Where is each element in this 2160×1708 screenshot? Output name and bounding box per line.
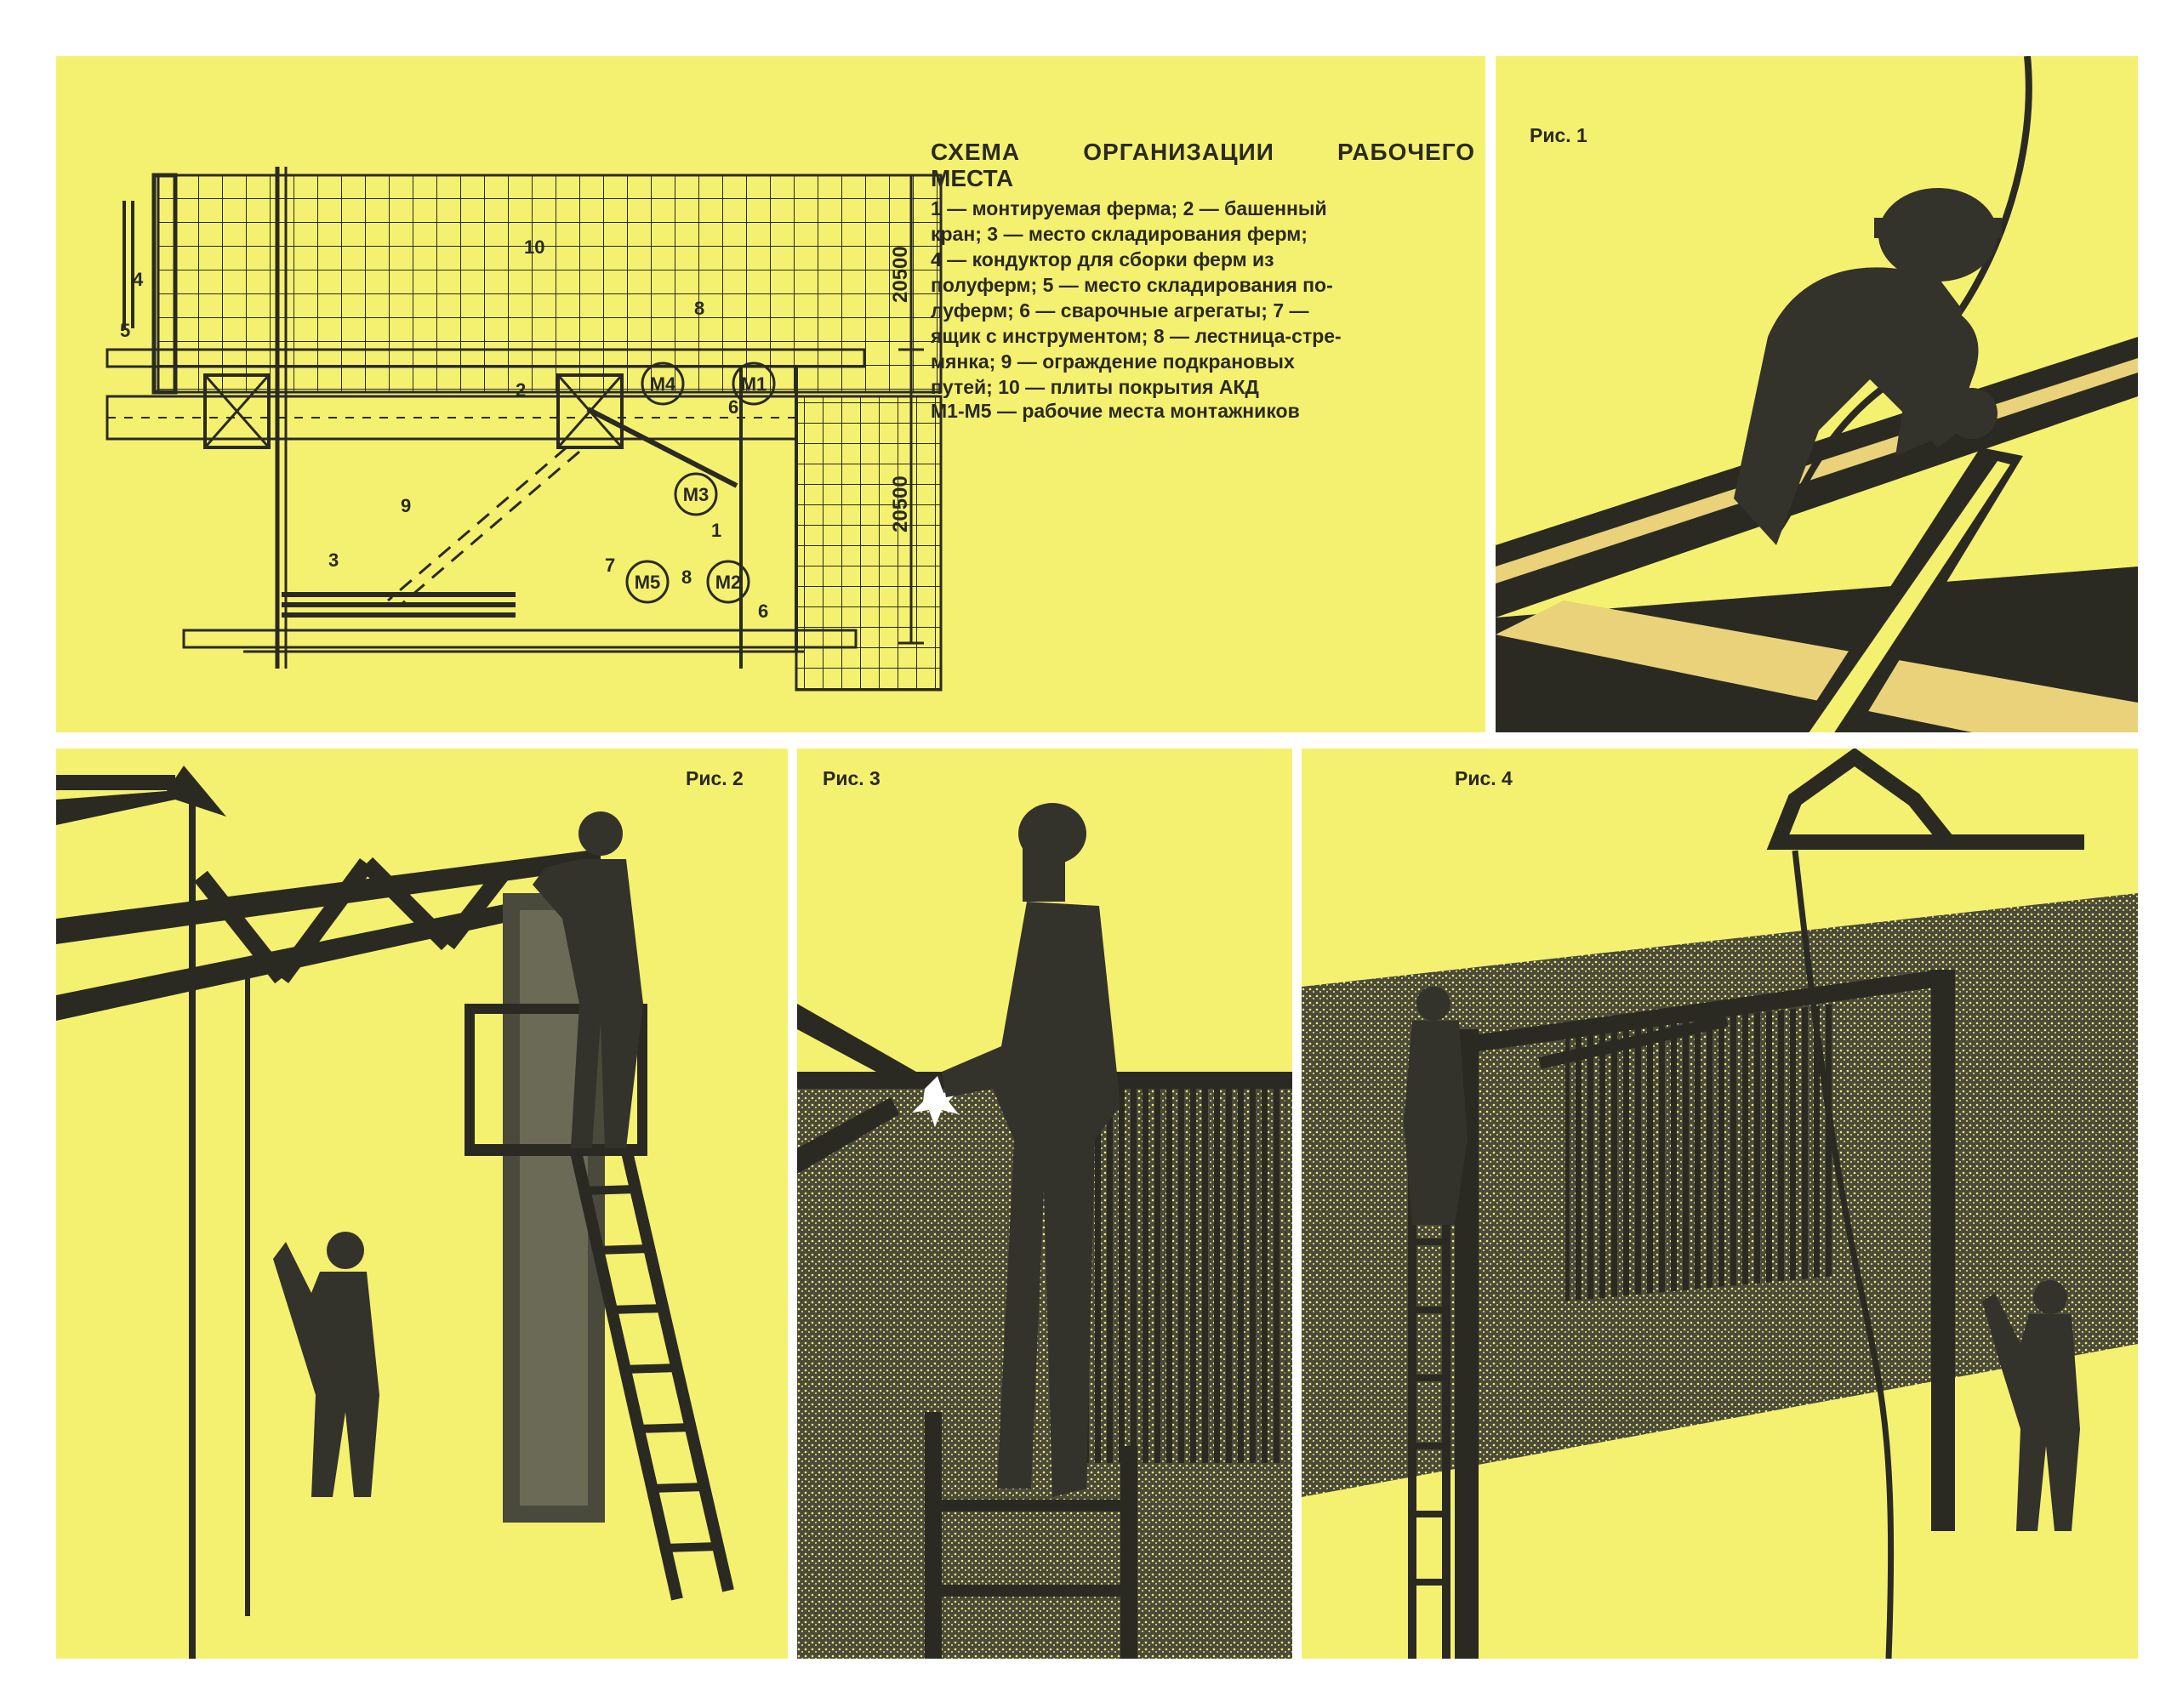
- svg-text:М3: М3: [682, 484, 710, 505]
- label-7: 7: [605, 555, 616, 576]
- figure-1-label: Рис. 1: [1530, 124, 1587, 146]
- site-plan-panel: [56, 56, 1485, 732]
- svg-text:М1: М1: [740, 373, 767, 395]
- dimension-bottom: 20500: [889, 475, 912, 532]
- figure-1-illustration: [1496, 56, 2138, 732]
- figure-4-illustration: [1302, 749, 2138, 1659]
- figure-1-panel: [1496, 56, 2138, 732]
- wall-panel-stripes: [1078, 1089, 1286, 1463]
- legend-title-continued: МЕСТА: [931, 165, 1014, 191]
- legend-workplaces: М1-М5 — рабочие места монтажников: [931, 400, 1300, 422]
- label-8b: 8: [681, 566, 692, 588]
- legend-title: СХЕМА ОРГАНИЗАЦИИ РАБОЧЕГО: [931, 139, 1475, 165]
- worker-on-ladder: [1404, 987, 1468, 1225]
- workplace-m3: [675, 474, 716, 515]
- svg-text:М4: М4: [649, 373, 676, 395]
- dimension-top: 20500: [889, 246, 912, 303]
- figure-4-label: Рис. 4: [1455, 767, 1513, 789]
- legend-line: кран; 3 — место складирования ферм;: [931, 223, 1308, 245]
- legend-line: мянка; 9 — ограждение подкрановых: [931, 350, 1295, 373]
- worker-on-ground: [273, 1232, 379, 1497]
- legend-line: 4 — кондуктор для сборки ферм из: [931, 248, 1274, 270]
- figure-3-label: Рис. 3: [823, 767, 881, 789]
- legend-line: полуферм; 5 — место складирования по-: [931, 274, 1333, 296]
- legend-line: ящик с инструментом; 8 — лестница-стре-: [931, 325, 1342, 347]
- label-6a: 6: [728, 396, 739, 418]
- legend-list: [931, 196, 1475, 400]
- figure-4-panel: [1302, 749, 2138, 1659]
- legend-line: 1 — монтируемая ферма; 2 — башенный: [931, 197, 1327, 219]
- label-2: 2: [516, 379, 527, 401]
- label-9: 9: [401, 495, 412, 516]
- label-6b: 6: [758, 601, 769, 622]
- legend-line: луферм; 6 — сварочные агрегаты; 7 —: [931, 299, 1309, 322]
- legend-line: путей; 10 — плиты покрытия АКД: [931, 376, 1259, 398]
- svg-text:М5: М5: [634, 572, 661, 593]
- figure-3-panel: [797, 749, 1292, 1659]
- figure-2-panel: [56, 749, 788, 1659]
- svg-text:М2: М2: [715, 572, 742, 593]
- worker-on-ground: [1982, 1280, 2080, 1531]
- figure-2-illustration: [56, 749, 788, 1659]
- label-5: 5: [120, 320, 131, 341]
- workplace-m5: [627, 561, 668, 602]
- label-1: 1: [711, 520, 722, 541]
- label-8a: 8: [694, 298, 705, 319]
- label-10: 10: [524, 236, 545, 258]
- label-3: 3: [328, 549, 339, 571]
- right-slab-strip: [796, 396, 941, 690]
- label-4: 4: [133, 269, 144, 290]
- figure-3-illustration: [797, 749, 1292, 1659]
- figure-2-label: Рис. 2: [686, 767, 744, 789]
